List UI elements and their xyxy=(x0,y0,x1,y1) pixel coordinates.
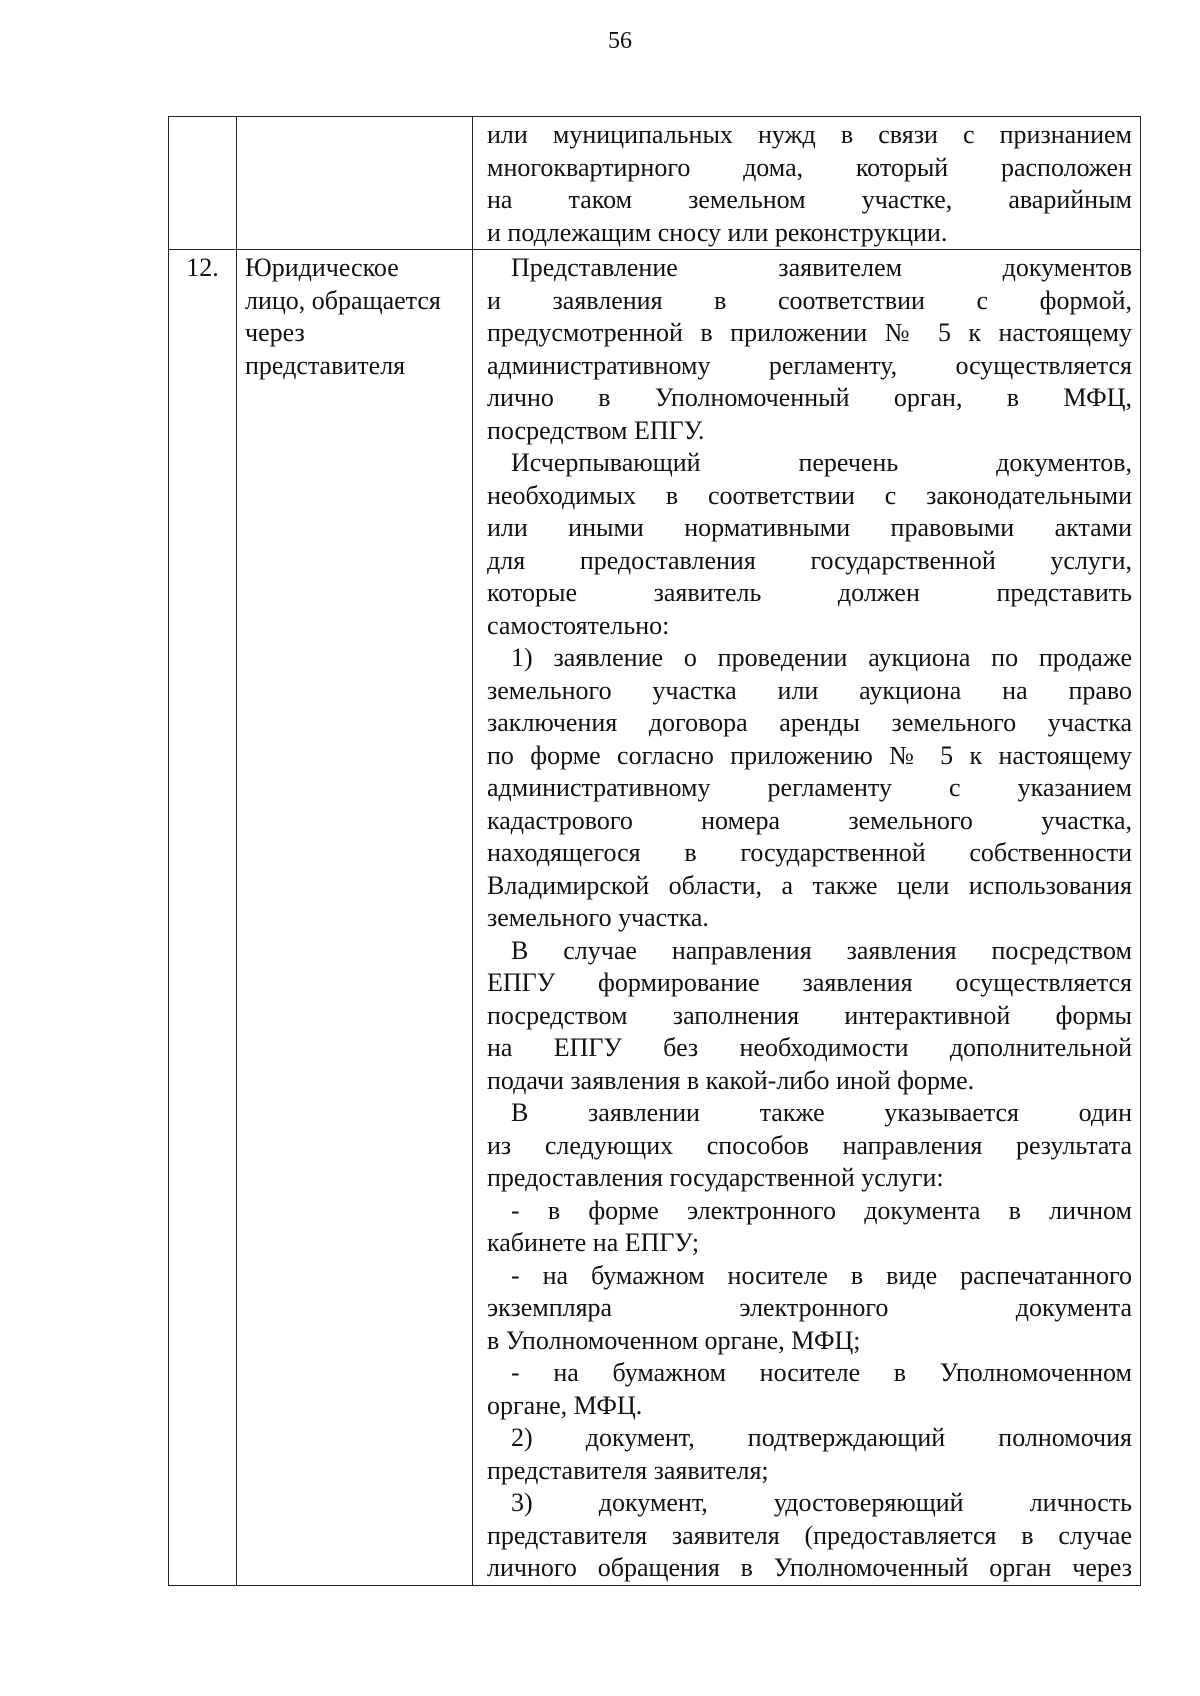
text-line: самостоятельно: xyxy=(487,610,670,640)
text-line: многоквартирного дома, который расположен xyxy=(487,152,1132,182)
text-line: ЕПГУ формирование заявления осуществляется xyxy=(487,968,1132,997)
text-line: 2) документ, подтверждающий полномочия xyxy=(511,1423,1132,1452)
text-line: или иными нормативными правовыми актами xyxy=(487,513,1132,542)
row-number-cell xyxy=(169,117,237,250)
text-line: подачи заявления в какой-либо иной форме. xyxy=(487,1065,975,1095)
text-line: на ЕПГУ без необходимости дополнительной xyxy=(487,1033,1132,1062)
text-line: В случае направления заявления посредством xyxy=(511,935,1132,965)
documents-description-cell xyxy=(473,250,1141,1586)
text-line: - на бумажном носителе в виде распечатанного xyxy=(511,1260,1132,1290)
text-line: В заявлении также указывается один xyxy=(511,1098,1132,1127)
page-number: 56 xyxy=(608,28,632,54)
text-line: необходимых в соответствии с законодательными xyxy=(487,480,1132,510)
text-line: - в форме электронного документа в личном xyxy=(511,1195,1132,1225)
text-line: 3) документ, удостоверяющий личность xyxy=(511,1488,1132,1517)
documents-description-cell xyxy=(473,117,1141,250)
text-line: которые заявитель должен представить xyxy=(487,578,1132,607)
text-line: предоставления государственной услуги: xyxy=(487,1163,944,1192)
text-line: представителя заявителя; xyxy=(487,1455,769,1485)
text-line: экземпляра электронного документа xyxy=(487,1293,1132,1322)
text-line: органе, МФЦ. xyxy=(487,1390,643,1420)
table-row xyxy=(169,250,1141,1586)
text-line: Исчерпывающий перечень документов, xyxy=(511,448,1132,477)
text-line: кадастрового номера земельного участка, xyxy=(487,805,1132,835)
text-line: земельного участка или аукциона на право xyxy=(487,675,1132,705)
text-line: административному регламенту с указанием xyxy=(487,773,1132,802)
text-line: предусмотренной в приложении № 5 к настоящему xyxy=(487,318,1132,347)
text-line: посредством ЕПГУ. xyxy=(487,415,705,445)
text-line: Владимирской области, а также цели использования xyxy=(487,870,1132,900)
text-line: для предоставления государственной услуги, xyxy=(487,545,1132,575)
table-row xyxy=(169,117,1141,250)
text-line: 1) заявление о проведении аукциона по продаже xyxy=(511,643,1132,672)
applicant-category-cell xyxy=(237,117,473,250)
text-line: в Уполномоченном органе, МФЦ; xyxy=(487,1325,861,1355)
text-line: личного обращения в Уполномоченный орган через xyxy=(487,1553,1132,1582)
text-line: кабинете на ЕПГУ; xyxy=(487,1228,700,1257)
text-line: из следующих способов направления результата xyxy=(487,1130,1132,1160)
services-table xyxy=(168,116,1141,1586)
text-line: находящегося в государственной собственности xyxy=(487,838,1132,867)
text-line: лично в Уполномоченный орган, в МФЦ, xyxy=(487,383,1132,412)
text-line: заключения договора аренды земельного участка xyxy=(487,708,1132,737)
applicant-category-cell: Юридическое лицо, обращается через представителя xyxy=(237,250,473,1586)
text-line: посредством заполнения интерактивной формы xyxy=(487,1000,1132,1030)
text-line: на таком земельном участке, аварийным xyxy=(487,185,1132,214)
text-line: Представление заявителем документов xyxy=(511,253,1132,282)
text-line: представителя заявителя (предоставляется в случае xyxy=(487,1520,1132,1550)
text-line: - на бумажном носителе в Уполномоченном xyxy=(511,1358,1132,1387)
text-line: административному регламенту, осуществляется xyxy=(487,350,1132,380)
row-number-cell: 12. xyxy=(169,250,237,1586)
text-line: или муниципальных нужд в связи с признанием xyxy=(487,120,1132,149)
text-line: и подлежащим сносу или реконструкции. xyxy=(487,217,948,247)
text-line: и заявления в соответствии с формой, xyxy=(487,285,1132,315)
text-line: земельного участка. xyxy=(487,903,709,932)
text-line: по форме согласно приложению № 5 к настоящему xyxy=(487,740,1132,770)
